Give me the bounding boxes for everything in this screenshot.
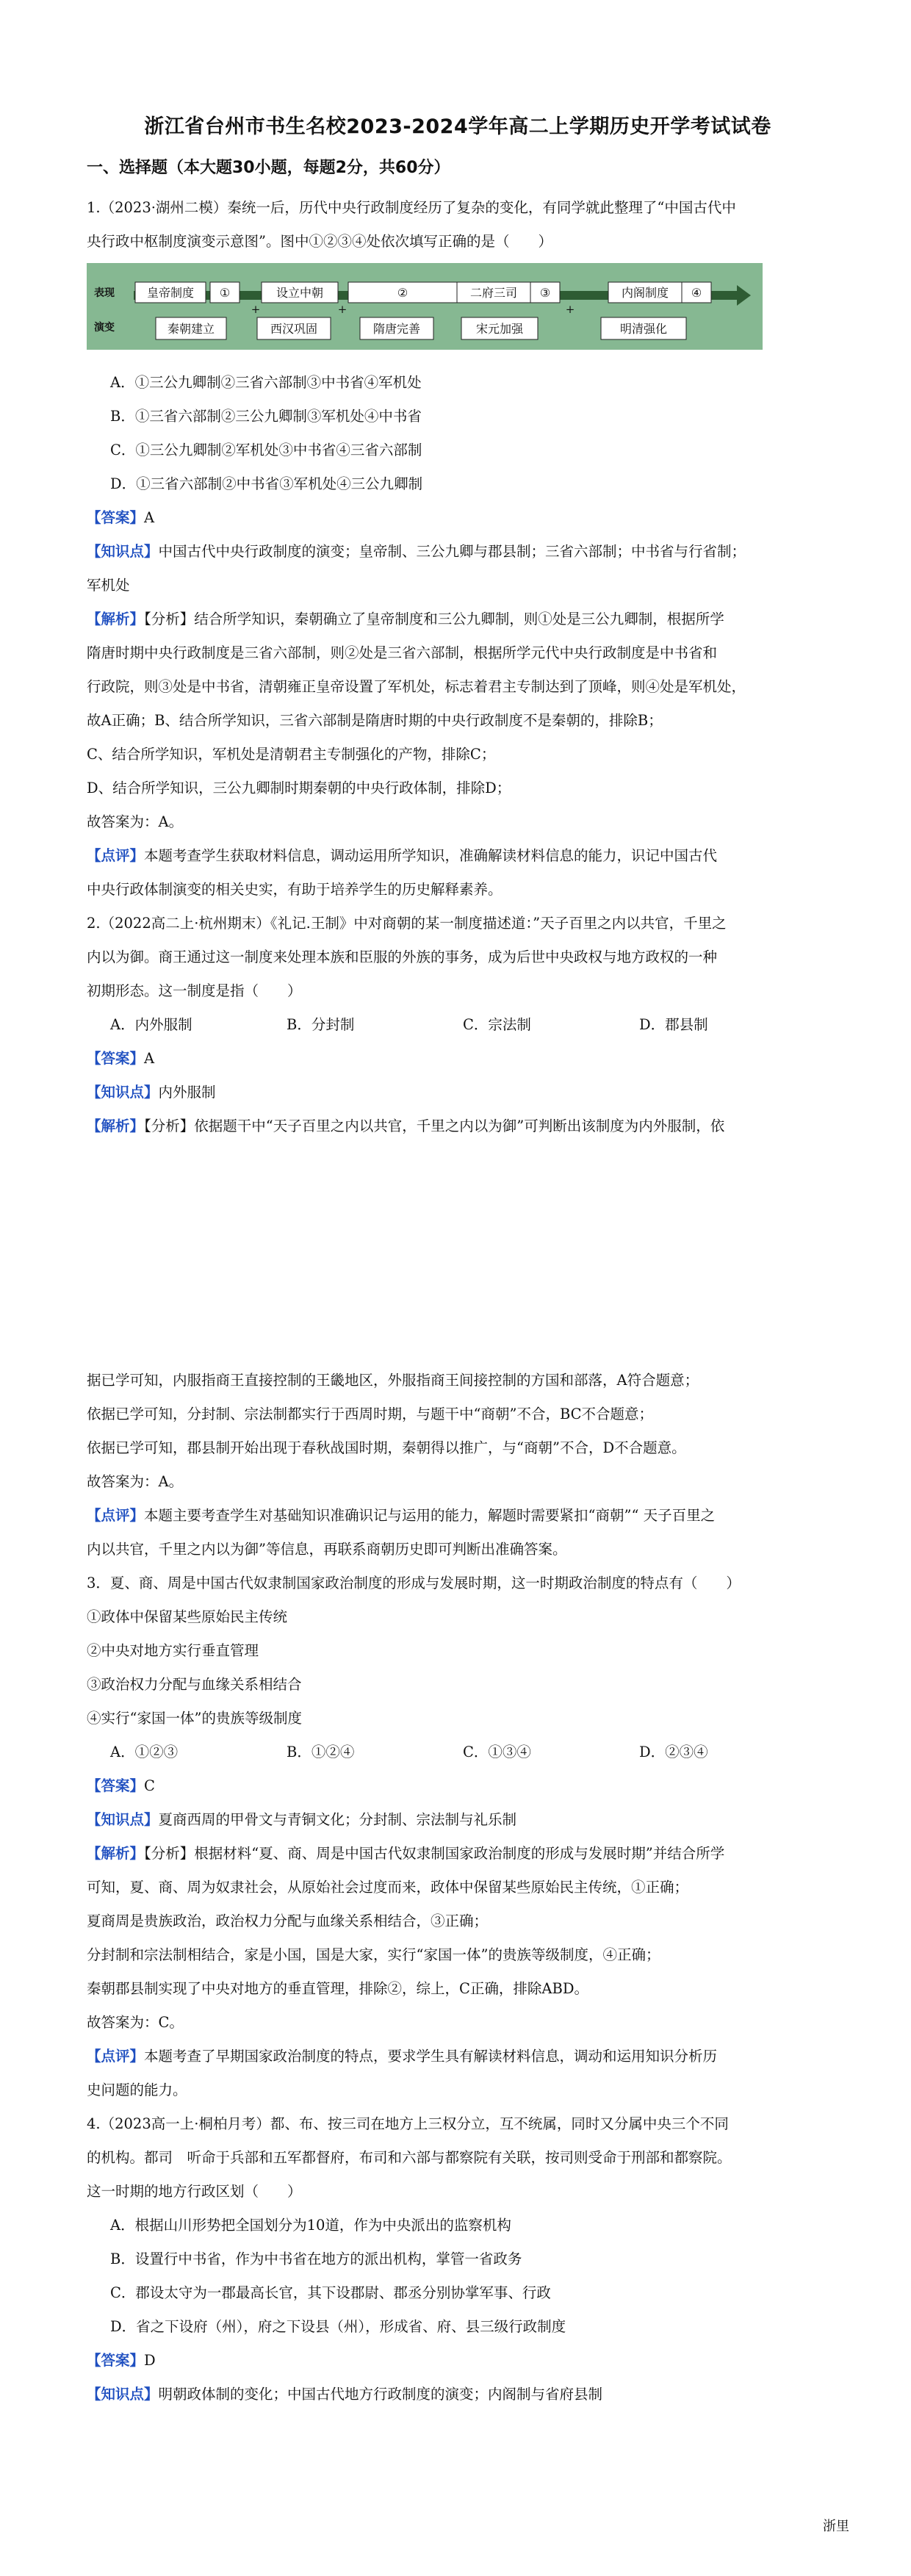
q3-answer [87, 1769, 829, 1803]
q2-option[interactable]: A．内外服制 [110, 1016, 192, 1033]
q1-analysis-line: 隋唐时期中央行政制度是三省六部制，则②处是三省六部制，根据所学元代中央行政制度是中书省和 [87, 644, 718, 661]
page-footer: 浙里 [823, 2519, 849, 2534]
q2-option[interactable]: B．分封制 [287, 1016, 355, 1033]
q4-option[interactable]: D．省之下设府（州），府之下设县（州），形成省、府、县三级行政制度 [110, 2318, 566, 2335]
diagram-box-label: ② [397, 286, 408, 300]
diagram-plus: + [565, 303, 575, 316]
q4-option[interactable]: A．根据山川形势把全国划分为10道，作为中央派出的监察机构 [110, 2217, 511, 2234]
q4-stem-line: 的机构。都司 听命于兵部和五军都督府，布司和六部与都察院有关联，按司则受命于刑部和都察院。 [87, 2149, 732, 2166]
q4-stem-line: 4.（2023高一上·桐柏月考）都、布、按三司在地方上三权分立，互不统属，同时又分属中央三个不同 [87, 2115, 729, 2132]
answer-tag: 【答案】 [87, 2352, 145, 2369]
diagram-box-label: 二府三司 [469, 286, 518, 300]
knowledge-tag: 【知识点】 [87, 543, 159, 560]
knowledge-tag: 【知识点】 [87, 1811, 159, 1828]
comment-text: 本题主要考查学生对基础知识准确识记与运用的能力，解题时需要紧扣“商朝”“ 天子百里之 [144, 1507, 716, 1524]
q4-stem-line: 这一时期的地方行政区划（ ） [87, 2183, 302, 2200]
q1-option[interactable]: D．①三省六部制②中书省③军机处④三公九卿制 [110, 475, 423, 492]
q1-diagram [87, 263, 829, 353]
knowledge-text: 内外服制 [158, 1084, 216, 1101]
q3-item: ②中央对地方实行垂直管理 [87, 1642, 259, 1659]
q4-option[interactable]: C．郡设太守为一郡最高长官，其下设郡尉、郡丞分别协掌军事、行政 [110, 2284, 551, 2301]
q3-analysis-line: 可知，夏、商、周为奴隶社会，从原始社会过度而来，政体中保留某些原始民主传统，①正确； [87, 1879, 689, 1896]
analysis-tag: 【解析】 [87, 1845, 145, 1862]
q3-analysis-line: 夏商周是贵族政治，政治权力分配与血缘关系相结合，③正确； [87, 1913, 489, 1929]
analysis-tag: 【解析】 [87, 1118, 145, 1134]
comment-text: 本题考查学生获取材料信息，调动运用所学知识，准确解读材料信息的能力，识记中国古代 [144, 847, 718, 864]
comment-tag: 【点评】 [87, 2048, 145, 2065]
analysis-text: 【分析】结合所学知识，秦朝确立了皇帝制度和三公九卿制，则①处是三公九卿制，根据所学 [144, 611, 724, 627]
q1-knowledge-cont: 军机处 [87, 577, 130, 594]
analysis-text: 【分析】依据题干中“天子百里之内以共官，千里之内以为御”可判断出该制度为内外服制，依 [144, 1118, 725, 1134]
q2-options [87, 1008, 829, 1042]
analysis-text: 【分析】根据材料“夏、商、周是中国古代奴隶制国家政治制度的形成与发展时期”并结合所学 [144, 1845, 725, 1862]
q3-option[interactable]: A．①②③ [110, 1744, 179, 1760]
comment-tag: 【点评】 [87, 1507, 145, 1524]
diagram-box-label: 秦朝建立 [167, 322, 215, 336]
knowledge-text: 明朝政体制的变化；中国古代地方行政制度的演变；内阁制与省府县制 [158, 2386, 603, 2403]
q2-analysis [87, 1109, 829, 1143]
q3-comment-line: 史问题的能力。 [87, 2082, 187, 2098]
q1-stem-line: 央行政中枢制度演变示意图”。图中①②③④处依次填写正确的是（ ） [87, 233, 552, 250]
answer-value: C [144, 1777, 155, 1794]
document-body [87, 110, 829, 2411]
q4-option[interactable]: B．设置行中书省，作为中书省在地方的派出机构，掌管一省政务 [110, 2251, 522, 2267]
diagram-plus: + [251, 303, 261, 316]
page-break-gap [87, 1143, 829, 1364]
q1-analysis-line: 故A正确；B、结合所学知识，三省六部制是隋唐时期的中央行政制度不是秦朝的，排除B； [87, 712, 663, 729]
knowledge-text: 夏商西周的甲骨文与青铜文化；分封制、宗法制与礼乐制 [158, 1811, 517, 1828]
diagram-box-label: ③ [539, 286, 551, 300]
diagram-box-label: ④ [691, 286, 702, 300]
q2-analysis-line: 依据已学可知，郡县制开始出现于春秋战国时期，秦朝得以推广，与“商朝”不合，D不合题意。 [87, 1439, 686, 1456]
q2-stem-line: 内以为御。商王通过这一制度来处理本族和臣服的外族的事务，成为后世中央政权与地方政权的一种 [87, 949, 718, 965]
q2-comment [87, 1499, 829, 1533]
q1-option[interactable]: A．①三公九卿制②三省六部制③中书省④军机处 [110, 374, 422, 391]
knowledge-text: 中国古代中央行政制度的演变；皇帝制、三公九卿与郡县制；三省六部制；中书省与行省制； [158, 543, 746, 560]
answer-value: A [144, 509, 155, 526]
diagram-box-label: 宋元加强 [475, 322, 524, 336]
diagram-box-label: 明清强化 [619, 322, 668, 336]
analysis-tag: 【解析】 [87, 611, 145, 627]
q2-analysis-line: 据已学可知，内服指商王直接控制的王畿地区，外服指商王间接控制的方国和部落，A符合题意； [87, 1372, 699, 1389]
diagram-box-label: 皇帝制度 [146, 286, 195, 300]
answer-tag: 【答案】 [87, 509, 145, 526]
diagram-box-label: 隋唐完善 [372, 322, 421, 336]
q2-knowledge [87, 1076, 829, 1109]
comment-text: 本题考查了早期国家政治制度的特点，要求学生具有解读材料信息，调动和运用知识分析历 [144, 2048, 718, 2065]
q2-stem-line: 2.（2022高二上·杭州期末）《礼记.王制》中对商朝的某一制度描述道：”天子百里之内以共官，千里之 [87, 915, 727, 932]
diagram-row-label: 表现 [94, 287, 115, 299]
q3-item: ④实行“家国一体”的贵族等级制度 [87, 1710, 302, 1727]
answer-value: A [144, 1050, 155, 1067]
q1-comment [87, 839, 829, 873]
knowledge-tag: 【知识点】 [87, 2386, 159, 2403]
q2-answer [87, 1042, 829, 1076]
q3-comment [87, 2040, 829, 2073]
q4-knowledge [87, 2378, 829, 2411]
q3-option[interactable]: D．②③④ [639, 1744, 708, 1760]
q1-analysis [87, 602, 829, 636]
q3-analysis-line: 分封制和宗法制相结合，家是小国，国是大家，实行“家国一体”的贵族等级制度，④正确； [87, 1946, 660, 1963]
answer-value: D [144, 2352, 156, 2369]
q1-stem-line: 1.（2023·湖州二模）秦统一后，历代中央行政制度经历了复杂的变化，有同学就此整理了“中国古代中 [87, 199, 736, 216]
q1-knowledge [87, 535, 829, 569]
q1-answer [87, 501, 829, 535]
q2-analysis-line: 依据已学可知，分封制、宗法制都实行于西周时期，与题干中“商朝”不合，BC不合题意； [87, 1406, 654, 1422]
q3-option[interactable]: C．①③④ [463, 1744, 531, 1760]
q3-item: ③政治权力分配与血缘关系相结合 [87, 1676, 302, 1693]
diagram-box-label: 西汉巩固 [270, 322, 318, 336]
evolution-diagram [87, 263, 763, 350]
comment-tag: 【点评】 [87, 847, 145, 864]
q3-analysis-line: 故答案为：C。 [87, 2014, 184, 2031]
q3-options [87, 1735, 829, 1769]
q2-comment-line: 内以共官，千里之内以为御”等信息，再联系商朝历史即可判断出准确答案。 [87, 1541, 567, 1558]
q1-analysis-line: D、结合所学知识，三公九卿制时期秦朝的中央行政体制，排除D； [87, 780, 511, 796]
q2-option[interactable]: C．宗法制 [463, 1016, 531, 1033]
q1-analysis-line: 行政院，则③处是中书省，清朝雍正皇帝设置了军机处，标志着君主专制达到了顶峰，则④处是军机处， [87, 678, 746, 695]
q2-analysis-line: 故答案为：A。 [87, 1473, 184, 1490]
q1-analysis-line: C、结合所学知识，军机处是清朝君主专制强化的产物，排除C； [87, 746, 496, 763]
answer-tag: 【答案】 [87, 1050, 145, 1067]
q1-analysis-line: 故答案为：A。 [87, 813, 184, 830]
diagram-box-label: 设立中朝 [276, 286, 324, 300]
q3-knowledge [87, 1803, 829, 1837]
q2-stem-line: 初期形态。这一制度是指（ ） [87, 982, 302, 999]
diagram-plus: + [337, 303, 348, 316]
q2-option[interactable]: D．郡县制 [639, 1016, 708, 1033]
knowledge-tag: 【知识点】 [87, 1084, 159, 1101]
q1-option[interactable]: C．①三公九卿制②军机处③中书省④三省六部制 [110, 442, 422, 458]
q4-answer [87, 2344, 829, 2378]
diagram-box-label: 内阁制度 [621, 286, 669, 300]
section-heading: 一、选择题（本大题30小题，每题2分，共60分） [87, 159, 450, 177]
q1-comment-line: 中央行政体制演变的相关史实，有助于培养学生的历史解释素养。 [87, 881, 503, 898]
q3-stem: 3．夏、商、周是中国古代奴隶制国家政治制度的形成与发展时期，这一时期政治制度的特点有（ ） [87, 1575, 741, 1591]
q3-option[interactable]: B．①②④ [287, 1744, 355, 1760]
answer-tag: 【答案】 [87, 1777, 145, 1794]
document-title: 浙江省台州市书生名校2023-2024学年高二上学期历史开学考试试卷 [144, 115, 771, 138]
diagram-box-label: ① [219, 286, 231, 300]
q3-item: ①政体中保留某些原始民主传统 [87, 1608, 288, 1625]
q1-option[interactable]: B．①三省六部制②三公九卿制③军机处④中书省 [110, 408, 422, 425]
q3-analysis-line: 秦朝郡县制实现了中央对地方的垂直管理，排除②，综上，C正确，排除ABD。 [87, 1980, 588, 1997]
q3-analysis [87, 1837, 829, 1871]
diagram-row-label: 演变 [94, 322, 115, 334]
